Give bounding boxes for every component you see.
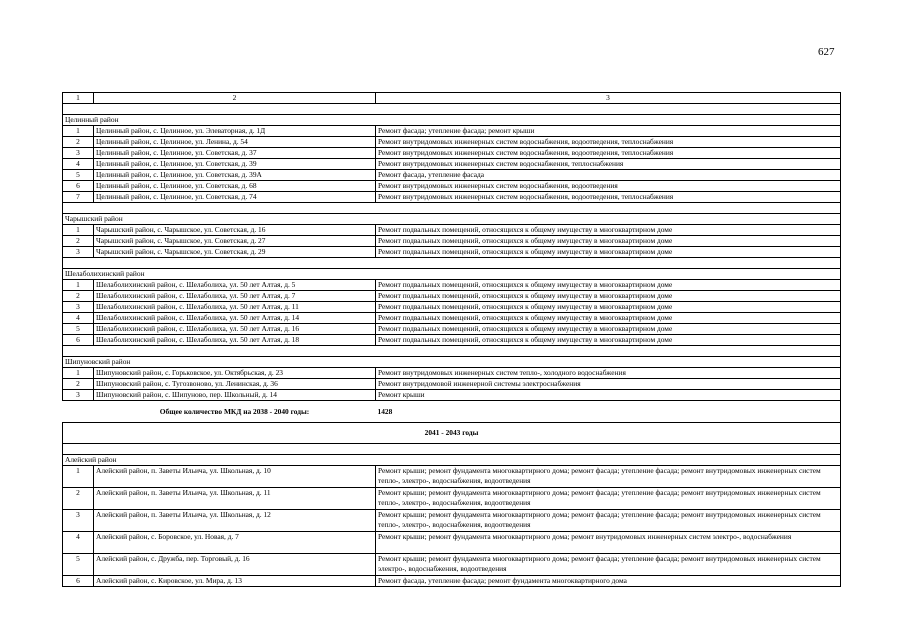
spacer-row — [63, 258, 841, 269]
work-type-cell: Ремонт подвальных помещений, относящихся к общему имуществу в многоквартирном доме — [376, 291, 841, 302]
address-cell: Шелаболихинский район, с. Шелаболиха, ул. 50 лет Алтая, д. 14 — [94, 313, 376, 324]
table-row — [63, 466, 841, 488]
address-cell: Алейский район, с. Дружба, пер. Торговый, д. 16 — [94, 554, 376, 576]
address-cell: Шелаболихинский район, с. Шелаболиха, ул. 50 лет Алтая, д. 11 — [94, 302, 376, 313]
district-name: Чарышский район — [63, 214, 841, 225]
work-type-cell: Ремонт крыши; ремонт фундамента многоквартирного дома; ремонт фасада; утепление фасада; ремонт внутридомовых инженерных систем тепло-, электро-, водоснабжения, водоотведения — [376, 466, 841, 488]
address-cell: Целинный район, с. Целинное, ул. Ленина, д. 54 — [94, 137, 376, 148]
district-heading-row — [63, 269, 841, 280]
address-cell: Чарышский район, с. Чарышское, ул. Советская, д. 29 — [94, 247, 376, 258]
address-cell: Чарышский район, с. Чарышское, ул. Советская, д. 16 — [94, 225, 376, 236]
table-row — [63, 247, 841, 258]
table-row — [63, 368, 841, 379]
table-row — [63, 532, 841, 554]
table-row — [63, 576, 841, 587]
repair-schedule-table — [62, 92, 841, 587]
row-number: 2 — [63, 379, 94, 390]
spacer-cell — [63, 104, 841, 115]
row-number: 1 — [63, 280, 94, 291]
total-label: Общее количество МКД на 2038 - 2040 годы: — [94, 401, 376, 423]
work-type-cell: Ремонт внутридомовых инженерных систем водоснабжения, теплоснабжения — [376, 159, 841, 170]
work-type-cell: Ремонт крыши; ремонт фундамента многоквартирного дома; ремонт фасада; утепление фасада; ремонт внутридомовых инженерных систем тепло-, электро-, водоснабжения, водоотведения — [376, 510, 841, 532]
column-number-2: 2 — [94, 93, 376, 104]
row-number: 2 — [63, 137, 94, 148]
work-type-cell: Ремонт подвальных помещений, относящихся к общему имуществу в многоквартирном доме — [376, 324, 841, 335]
table-row — [63, 291, 841, 302]
table-row — [63, 554, 841, 576]
row-number: 6 — [63, 335, 94, 346]
work-type-cell: Ремонт подвальных помещений, относящихся к общему имуществу в многоквартирном доме — [376, 302, 841, 313]
row-number: 6 — [63, 576, 94, 587]
district-name: Целинный район — [63, 115, 841, 126]
work-type-cell: Ремонт подвальных помещений, относящихся к общему имуществу в многоквартирном доме — [376, 247, 841, 258]
table-row — [63, 313, 841, 324]
table-row — [63, 192, 841, 203]
address-cell: Шелаболихинский район, с. Шелаболиха, ул. 50 лет Алтая, д. 16 — [94, 324, 376, 335]
address-cell: Чарышский район, с. Чарышское, ул. Советская, д. 27 — [94, 236, 376, 247]
spacer-row — [63, 104, 841, 115]
total-row — [63, 401, 841, 423]
address-cell: Шипуновский район, с. Шипуново, пер. Школьный, д. 14 — [94, 390, 376, 401]
spacer-cell — [63, 346, 841, 357]
table-row — [63, 302, 841, 313]
work-type-cell: Ремонт внутридомовых инженерных систем водоснабжения, водоотведения — [376, 181, 841, 192]
work-type-cell: Ремонт крыши; ремонт фундамента многоквартирного дома; ремонт фасада; утепление фасада; ремонт внутридомовых инженерных систем электро-, водоснабжения, водоотведения — [376, 554, 841, 576]
total-value: 1428 — [376, 401, 841, 423]
address-cell: Целинный район, с. Целинное, ул. Советская, д. 39А — [94, 170, 376, 181]
row-number: 4 — [63, 532, 94, 554]
address-cell: Шелаболихинский район, с. Шелаболиха, ул. 50 лет Алтая, д. 18 — [94, 335, 376, 346]
work-type-cell: Ремонт внутридомовых инженерных систем водоснабжения, водоотведения, теплоснабжения — [376, 148, 841, 159]
spacer-cell — [63, 444, 841, 455]
spacer-cell — [63, 258, 841, 269]
address-cell: Целинный район, с. Целинное, ул. Советская, д. 68 — [94, 181, 376, 192]
column-number-3: 3 — [376, 93, 841, 104]
address-cell: Целинный район, с. Целинное, ул. Советская, д. 39 — [94, 159, 376, 170]
work-type-cell: Ремонт внутридомовых инженерных систем водоснабжения, водоотведения, теплоснабжения — [376, 137, 841, 148]
district-name: Шелаболихинский район — [63, 269, 841, 280]
row-number: 4 — [63, 159, 94, 170]
row-number: 1 — [63, 126, 94, 137]
address-cell: Шелаболихинский район, с. Шелаболиха, ул. 50 лет Алтая, д. 5 — [94, 280, 376, 291]
address-cell: Алейский район, п. Заветы Ильича, ул. Школьная, д. 12 — [94, 510, 376, 532]
row-number: 3 — [63, 510, 94, 532]
table-row — [63, 170, 841, 181]
spacer-cell — [63, 203, 841, 214]
table-row — [63, 335, 841, 346]
table-row — [63, 324, 841, 335]
spacer-row — [63, 346, 841, 357]
work-type-cell: Ремонт подвальных помещений, относящихся к общему имуществу в многоквартирном доме — [376, 335, 841, 346]
row-number: 1 — [63, 225, 94, 236]
work-type-cell: Ремонт подвальных помещений, относящихся к общему имуществу в многоквартирном доме — [376, 236, 841, 247]
work-type-cell: Ремонт подвальных помещений, относящихся к общему имуществу в многоквартирном доме — [376, 225, 841, 236]
district-heading-row — [63, 357, 841, 368]
address-cell: Алейский район, п. Заветы Ильича, ул. Школьная, д. 10 — [94, 466, 376, 488]
address-cell: Целинный район, с. Целинное, ул. Советская, д. 37 — [94, 148, 376, 159]
period-heading: 2041 - 2043 годы — [63, 423, 841, 444]
spacer-row — [63, 444, 841, 455]
work-type-cell: Ремонт фасада, утепление фасада; ремонт фундамента многоквартирного дома — [376, 576, 841, 587]
table-row — [63, 390, 841, 401]
address-cell: Шелаболихинский район, с. Шелаболиха, ул. 50 лет Алтая, д. 7 — [94, 291, 376, 302]
work-type-cell: Ремонт подвальных помещений, относящихся к общему имуществу в многоквартирном доме — [376, 280, 841, 291]
row-number: 1 — [63, 368, 94, 379]
row-number: 3 — [63, 247, 94, 258]
table-row — [63, 137, 841, 148]
address-cell: Целинный район, с. Целинное, ул. Элеваторная, д. 1Д — [94, 126, 376, 137]
district-heading-row — [63, 214, 841, 225]
table-row — [63, 225, 841, 236]
row-number: 2 — [63, 236, 94, 247]
table-row — [63, 159, 841, 170]
table-row — [63, 236, 841, 247]
table-row — [63, 510, 841, 532]
row-number: 5 — [63, 170, 94, 181]
work-type-cell: Ремонт внутридомовых инженерных систем тепло-, холодного водоснабжения — [376, 368, 841, 379]
address-cell: Алейский район, с. Кировское, ул. Мира, д. 13 — [94, 576, 376, 587]
address-cell: Алейский район, п. Заветы Ильича, ул. Школьная, д. 11 — [94, 488, 376, 510]
row-number: 3 — [63, 390, 94, 401]
column-number-1: 1 — [63, 93, 94, 104]
row-number: 5 — [63, 324, 94, 335]
table-header-row — [63, 93, 841, 104]
table-row — [63, 126, 841, 137]
work-type-cell: Ремонт фасада, утепление фасада — [376, 170, 841, 181]
work-type-cell: Ремонт крыши; ремонт фундамента многоквартирного дома; ремонт внутридомовых инженерных систем электро-, водоснабжения — [376, 532, 841, 554]
table-row — [63, 280, 841, 291]
work-type-cell: Ремонт фасада; утепление фасада; ремонт крыши — [376, 126, 841, 137]
address-cell: Алейский район, с. Боровское, ул. Новая, д. 7 — [94, 532, 376, 554]
district-heading-row — [63, 115, 841, 126]
row-number: 1 — [63, 466, 94, 488]
row-number: 4 — [63, 313, 94, 324]
total-blank — [63, 401, 94, 423]
row-number: 3 — [63, 302, 94, 313]
page-number: 627 — [818, 46, 835, 58]
district-name: Шипуновский район — [63, 357, 841, 368]
row-number: 2 — [63, 488, 94, 510]
work-type-cell: Ремонт подвальных помещений, относящихся к общему имуществу в многоквартирном доме — [376, 313, 841, 324]
row-number: 2 — [63, 291, 94, 302]
table-row — [63, 181, 841, 192]
district-name: Алейский район — [63, 455, 841, 466]
table-row — [63, 379, 841, 390]
row-number: 3 — [63, 148, 94, 159]
district-heading-row — [63, 455, 841, 466]
table-row — [63, 488, 841, 510]
row-number: 7 — [63, 192, 94, 203]
row-number: 6 — [63, 181, 94, 192]
address-cell: Шипуновский район, с. Тугозвоново, ул. Ленинская, д. 36 — [94, 379, 376, 390]
work-type-cell: Ремонт крыши — [376, 390, 841, 401]
spacer-row — [63, 203, 841, 214]
address-cell: Целинный район, с. Целинное, ул. Советская, д. 74 — [94, 192, 376, 203]
table-row — [63, 148, 841, 159]
row-number: 5 — [63, 554, 94, 576]
period-heading-row — [63, 423, 841, 444]
work-type-cell: Ремонт крыши; ремонт фундамента многоквартирного дома; ремонт фасада; утепление фасада; ремонт внутридомовых инженерных систем тепло-, электро-, водоснабжения, водоотведения — [376, 488, 841, 510]
table-body — [63, 93, 841, 587]
address-cell: Шипуновский район, с. Горьковское, ул. Октябрьская, д. 23 — [94, 368, 376, 379]
work-type-cell: Ремонт внутридомовой инженерной системы электроснабжения — [376, 379, 841, 390]
work-type-cell: Ремонт внутридомовых инженерных систем водоснабжения, водоотведения, теплоснабжения — [376, 192, 841, 203]
